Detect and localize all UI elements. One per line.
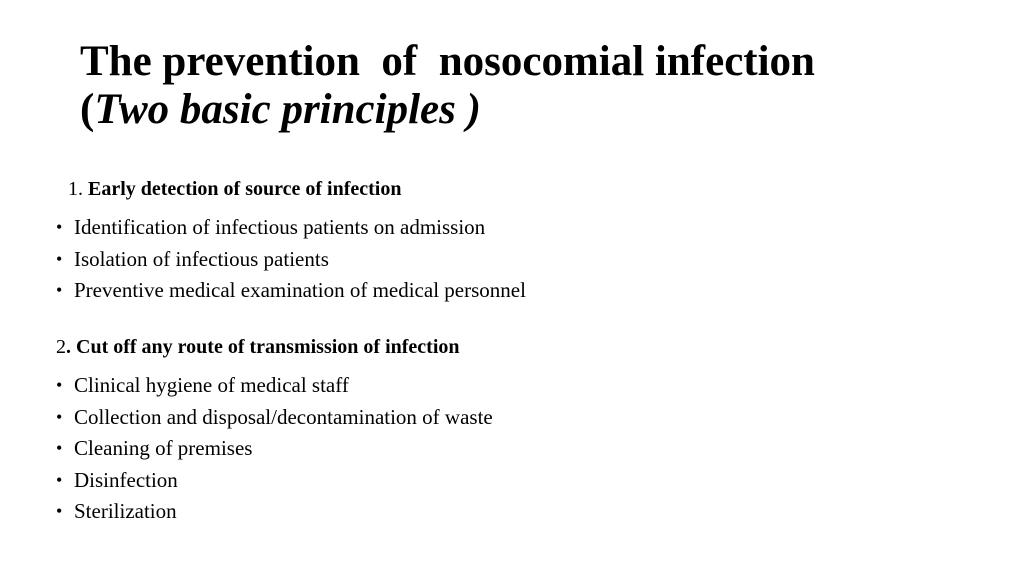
bullet-icon: • [56,406,63,427]
list-item-text: Clinical hygiene of medical staff [74,373,349,397]
bullet-icon: • [56,501,63,521]
bullet-icon: • [56,217,63,237]
section-1-heading [68,177,401,201]
list-item [56,433,493,465]
list-item [56,212,526,244]
list-item-text: Disinfection [74,467,178,492]
list-item [56,275,526,307]
list-item-text: Cleaning of premises [74,436,253,460]
list-item [56,370,493,402]
list-item [56,465,493,497]
section-2-title: . Cut off any route of transmission of infection [66,336,460,358]
list-item-text: Isolation of infectious patients [74,246,329,271]
title-line-1: The prevention of nosocomial infection [80,38,815,85]
list-item-text: Identification of infectious patients on admission [74,215,486,239]
section-1-list [56,212,526,307]
list-item-text: Collection and disposal/decontamination of waste [74,404,493,429]
section-2-number: 2 [56,336,66,358]
title-open-paren: ( [80,86,95,133]
section-1-number: 1. [68,178,88,200]
title-subtitle: Two basic principles ) [94,86,481,133]
title-line-2 [80,86,980,134]
bullet-icon: • [56,248,63,269]
bullet-icon: • [56,280,63,300]
slide-title [80,38,980,134]
section-2-heading [56,335,460,359]
list-item-text: Preventive medical examination of medical personnel [74,278,526,302]
list-item [56,244,526,276]
list-item-text: Sterilization [74,499,177,523]
list-item [56,496,493,528]
list-item [56,402,493,434]
bullet-icon: • [56,375,63,395]
section-2-list [56,370,493,528]
section-1-title: Early detection of source of infection [88,178,402,200]
bullet-icon: • [56,438,63,458]
bullet-icon: • [56,469,63,490]
